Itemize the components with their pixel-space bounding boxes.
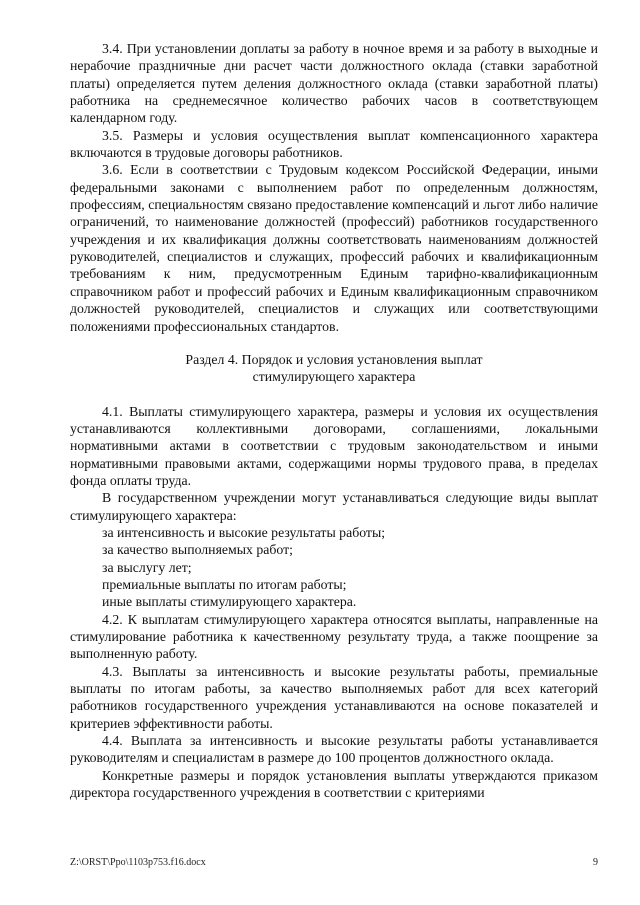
section-heading-line-2: стимулирующего характера [252,369,416,385]
paragraph-4-3: 4.3. Выплаты за интенсивность и высокие результаты работы, премиальные выплаты по итогам работы, за качество выполняемых работ для всех категорий работников государственного учреждения устанавливаются на основе показателей и критериев эффективности работы. [70,663,598,731]
list-item: премиальные выплаты по итогам работы; [102,576,347,592]
file-path: Z:\ORST\Ppo\1103p753.f16.docx [70,857,206,868]
paragraph-sizes-order: Конкретные размеры и порядок установления выплаты утверждаются приказом директора государственного учреждения в соответствии с критериями [70,767,598,801]
section-heading-line-1: Раздел 4. Порядок и условия установления выплат [185,351,483,367]
paragraph-4-2: 4.2. К выплатам стимулирующего характера относятся выплаты, направленные на стимулирование работника к качественному результату труда, а также поощрение за выполненную работу. [70,611,598,662]
payment-types-list [70,524,598,611]
paragraph-4-4: 4.4. Выплата за интенсивность и высокие результаты работы устанавливается руководителям и специалистам в размере до 100 процентов должностного оклада. [70,733,598,766]
paragraph-kinds-intro: В государственном учреждении могут устанавливаться следующие виды выплат стимулирующего характера: [70,490,598,523]
list-item: за интенсивность и высокие результаты работы; [102,524,386,540]
paragraph-4-1: 4.1. Выплаты стимулирующего характера, размеры и условия их осуществления устанавливаются коллективными договорами, соглашениями, локальными нормативными актами в соответствии с трудовым законодательством и иными нормативными правовыми актами, содержащими нормы трудового права, в пределах фонда оплаты труда. [70,403,598,488]
list-item: за качество выполняемых работ; [102,542,294,558]
document-page [70,40,598,801]
paragraph-3-5: 3.5. Размеры и условия осуществления выплат компенсационного характера включаются в трудовые договоры работников. [70,127,598,161]
paragraph-3-6: 3.6. Если в соответствии с Трудовым кодексом Российской Федерации, иными федеральными законами с выполнением работ по определенным должностям, профессиям, специальностям связано предоставление компенсаций и льгот либо наличие ограничений, то наименование должностей (профессий) работников государственного учреждения и их квалификация должны соответствовать наименованиям должностей руководителей, специалистов и служащих, профессий рабочих и квалификационным требованиям к ним, предусмотренным Единым тарифно-квалификационным справочником работ и профессий рабочих и Единым квалификационным справочником должностей руководителей, специалистов и служащих или соответствующими положениями профессиональных стандартов. [70,162,598,334]
section-heading [70,351,598,386]
list-item: за выслугу лет; [102,559,192,575]
list-item: иные выплаты стимулирующего характера. [102,594,357,610]
paragraph-3-4: 3.4. При установлении доплаты за работу в ночное время и за работу в выходные и нерабочие праздничные дни расчет части должностного оклада (ставки заработной платы) определяется путем деления должностного оклада (ставки заработной платы) работника на среднемесячное количество рабочих часов в соответствующем календарном году. [70,41,598,126]
page-number: 9 [593,857,598,868]
